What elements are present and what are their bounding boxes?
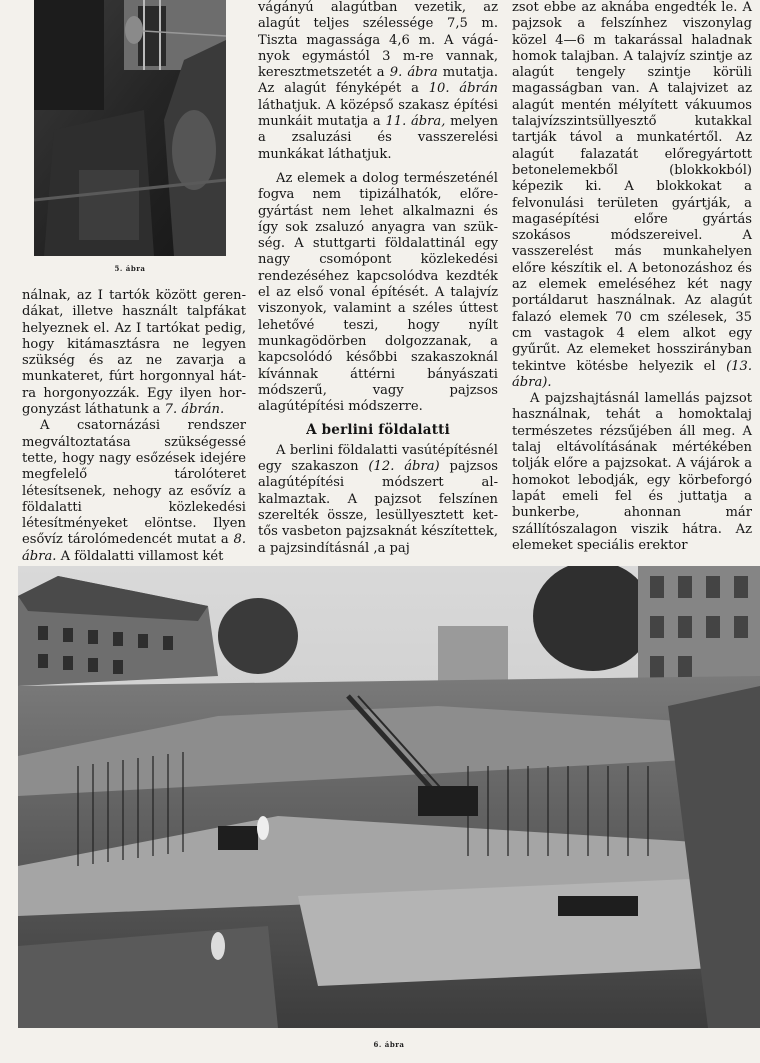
col3-paragraph-1: zsot ebbe az aknába engedték le. A pajzsok a felszínhez viszonylag közel 4—6 m takarással haladnak homok talajban. A talajvíz szintje az alagút tengely szintje körüli magasságban van. A talajvizet az alagút mentén mélyített vákuumos talajvízszintsüllyesztő kutakkal tartják távol a munkatértől. Az alagút falazatát előregyártott betonelemekből (blokkokból) képezik ki. A blokkokat a felvonulási területen gyártják, a magasépítési előre gyártás szokásos módszereivel. A vasszerelést más munkahelyen előre készítik el. A betonozáshoz és az elemek emeléséhez két nagy portáldarut használnak. Az alagút falazó elemek 70 cm szélesek, 35 cm vastagok 4 elem alkot egy gyűrűt. Az elemeket hosszirányban tekintve kötésbe helyezik el (13. ábra). [512, 0, 752, 390]
figure-5-caption: 5. ábra [114, 264, 146, 273]
col2-paragraph-1: vágányú alagútban vezetik, az alagút teljes szélessége 7,5 m. Tiszta magassága 4,6 m. A vágányok egymástól 3 m-re vannak, keresztmetszetét a 9. ábra mutatja. Az alagút fényképét a 10. ábrán láthatjuk. A középső szakasz építési munkáit mutatja a 11. ábra, melyen a zsaluzási és vasszerelési munkákat láthatjuk. [258, 0, 499, 162]
col1-paragraph-1: nálnak, az I tartók között gerendákat, illetve használt talpfákat helyeznek el. Az I tartókat pedig, hogy kitámasztásra ne legyen szükség és az ne zavarja a munkateret, fúrt horgonnyal hátra horgonyozzák. Egy ilyen horgonyzást láthatunk a 7. ábrán. [22, 288, 246, 418]
section-heading-berlin: A berlini földalatti [306, 422, 450, 439]
figure-6-caption: 6. ábra [373, 1040, 405, 1049]
figure-5-photo [34, 0, 226, 256]
col1-figure-ref-7: 7. ábrán. [164, 402, 225, 418]
col1-figure-ref-8: 8. ábra. [22, 532, 246, 564]
col3-paragraph-2: A pajzshajtásnál lamellás pajzsot használnak, tehát a homoktalaj természetes rézsűjében áll meg. A talaj eltávolításának mértékében tolják előre a pajzsokat. A vájárok a homokot lebodják, egy körbeforgó lapát emeli fel és juttatja a bunkerbe, ahonnan már szállítószalagon viszik hátra. Az elemeket speciális erektor [512, 391, 752, 553]
col3-figure-ref-13: (13. ábra). [512, 358, 752, 390]
col2-paragraph-2: Az elemek a dolog természeténél fogva nem tipizálhatók, előregyártást nem lehet alkalmazni és így sok zsaluzó anyagra van szükség. A stuttgarti földalattinál egy nagy csomópont közlekedési rendezéséhez kapcsolódva kezdték el az első vonal építését. A talajvíz viszonyok, valamint a széles úttest lehetővé teszi, hogy nyílt munkagödörben dolgozzanak, a kapcsolódó későbbi szakaszoknál kívánnak áttérni bányászati módszerű, vagy pajzsos alagútépítési módszerre. [258, 170, 498, 415]
col2-paragraph-3: A berlini földalatti vasútépítésnél egy szakaszon (12. ábra) pajzsos alagútépítési módszert alkalmaztak. A pajzsot felszínen szerelték össze, lesüllyesztett kettős vasbeton pajzsaknát készítettek, a pajzsindításnál ,a paj [258, 442, 498, 556]
col1-paragraph-2: A csatornázási rendszer megváltoztatása szükségessé tette, hogy nagy esőzések idejére megfelelő tárolóteret létesítsenek, nehogy az esővíz a földalatti közlekedési létesítményeket elöntse. Ilyen esővíz tárolómedencét mutat a 8. ábra. A földalatti villamost két [22, 418, 246, 564]
text-column-3 [512, 0, 752, 554]
text-column-1 [22, 288, 246, 565]
figure-6-photo [18, 566, 760, 1028]
text-column-2 [258, 0, 498, 557]
